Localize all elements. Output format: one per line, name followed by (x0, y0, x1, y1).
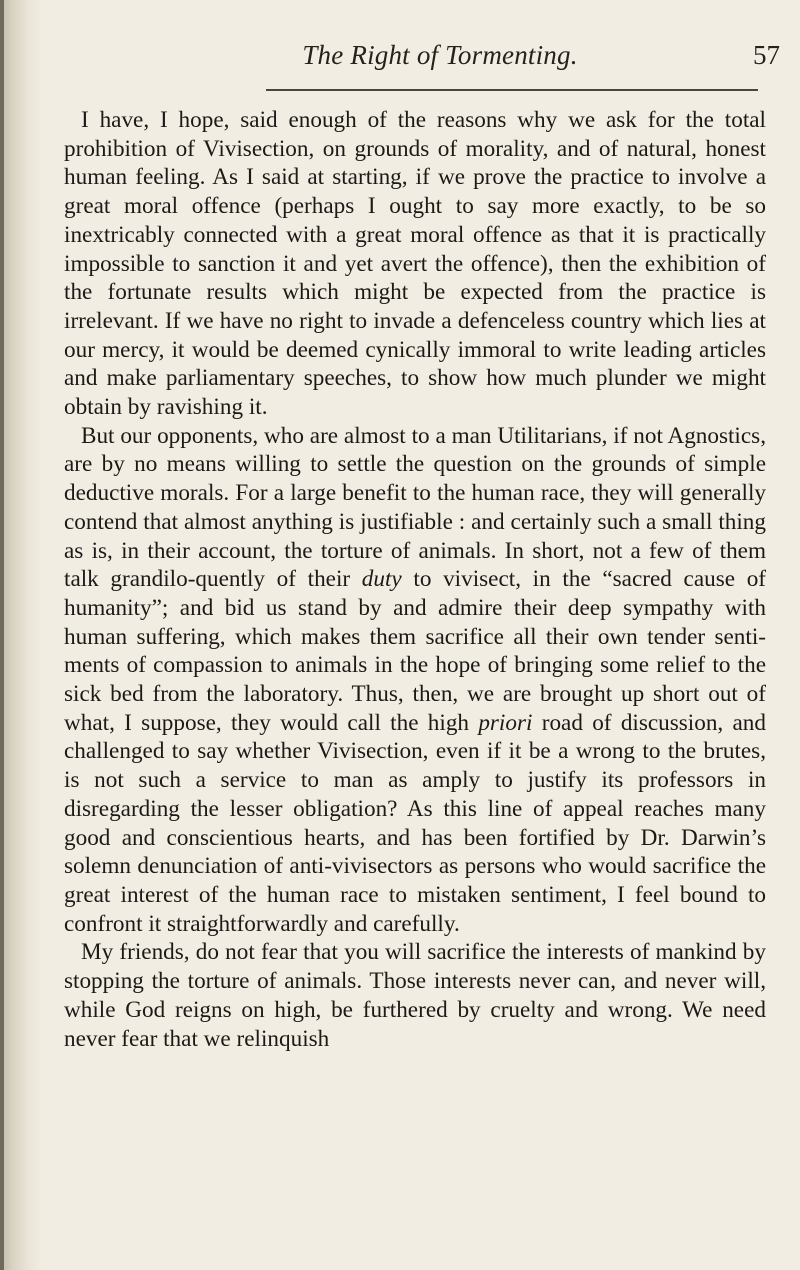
paragraph-1: I have, I hope, said enough of the reasons why we ask for the total prohibition of Vivisection, on grounds of morality, and of natural, honest human feeling. As I said at starting, if we prove the practice to involve a great moral offence (perhaps I ought to say more exactly, to be so inextricably connected with a great moral offence as that it is practically impossible to sanction it and yet avert the offence), then the exhibition of the fortunate results which might be expected from the practice is irrelevant. If we have no right to invade a defenceless country which lies at our mercy, it would be deemed cynically immoral to write leading articles and make parliamentary speeches, to show how much plunder we might obtain by ravishing it. (64, 107, 766, 421)
page-binding-edge (0, 0, 4, 1270)
body-text (64, 106, 766, 1053)
page-binding-shadow (0, 0, 42, 1270)
running-head (100, 40, 780, 80)
paragraph-2 (64, 422, 766, 939)
italic-duty: duty (361, 566, 402, 593)
book-page (38, 0, 780, 1270)
page-number: 57 (753, 40, 780, 70)
italic-priori: priori (478, 709, 533, 736)
paragraph-3: My friends, do not fear that you will sacrifice the interests of mankind by stopping the torture of animals. Those interests never can, and never will, while God reigns on high, be furthered by cruelty and wrong. We need never fear that we relinquish (64, 939, 766, 1052)
paragraph-2-part-c: road of discussion, and challenged to say whether Vivisection, even if it be a wrong to the brutes, is not such a service to man as amply to justify its professors in disregarding the lesser obligation? As this line of appeal reaches many good and conscientious hearts, and has been fortified by Dr. Darwin’s solemn denunciation of anti-vivisectors as persons who would sacrifice the great interest of the human race to mistaken sentiment, I feel bound to confront it straightforwardly and carefully. (64, 709, 766, 937)
running-title: The Right of Tormenting. (302, 40, 578, 70)
paragraph-2-part-a: But our opponents, who are almost to a man Utilitarians, if not Agnostics, are by no means willing to settle the question on the grounds of simple deductive morals. For a large benefit to the human race, they will generally contend that almost anything is justifiable : and certainly such a small thing as is, in their account, the torture of animals. In short, not a few of them talk grandilo-quently of their (64, 422, 766, 593)
paragraph-2-part-b: to vivisect, in the “sacred cause of humanity”; and bid us stand by and admire their deep sympathy with human suffering, which makes them sacrifice all their own tender senti-ments of compassion to animals in the hope of bringing some relief to the sick bed from the laboratory. Thus, then, we are brought up short out of what, I suppose, they would call the high (64, 566, 767, 736)
header-rule (266, 89, 758, 91)
